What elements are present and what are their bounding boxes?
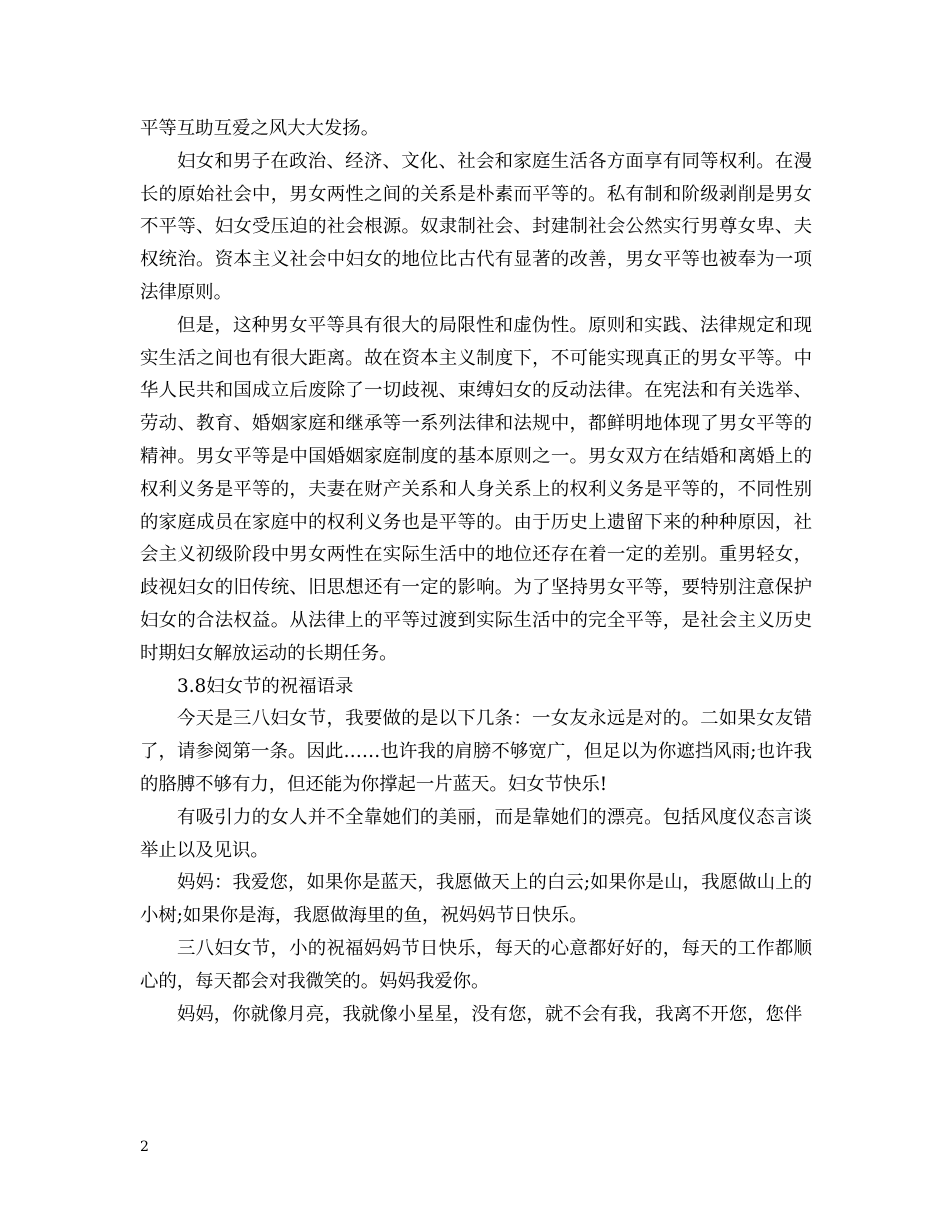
body-text	[140, 113, 812, 1031]
paragraph-equal-rights: 妇女和男子在政治、经济、文化、社会和家庭生活各方面享有同等权利。在漫长的原始社会中，男女两性之间的关系是朴素而平等的。私有制和阶级剥削是男女不平等、妇女受压迫的社会根源。奴隶制社会、封建制社会公然实行男尊女卑、夫权统治。资本主义社会中妇女的地位比古代有显著的改善，男女平等也被奉为一项法律原则。	[140, 150, 812, 303]
paragraph-wish-4: 三八妇女节，小的祝福妈妈节日快乐，每天的心意都好好的，每天的工作都顺心的，每天都会对我微笑的。妈妈我爱你。	[140, 937, 812, 992]
section-heading: 3.8妇女节的祝福语录	[177, 675, 354, 697]
paragraph-wish-3: 妈妈：我爱您，如果你是蓝天，我愿做天上的白云;如果你是山，我愿做山上的小树;如果你是海，我愿做海里的鱼，祝妈妈节日快乐。	[140, 872, 812, 927]
paragraph-wish-5: 妈妈，你就像月亮，我就像小星星，没有您，就不会有我，我离不开您，您伴	[177, 1003, 803, 1025]
paragraph-equality-limits: 但是，这种男女平等具有很大的局限性和虚伪性。原则和实践、法律规定和现实生活之间也有很大距离。故在资本主义制度下，不可能实现真正的男女平等。中华人民共和国成立后废除了一切歧视、束缚妇女的反动法律。在宪法和有关选举、劳动、教育、婚姻家庭和继承等一系列法律和法规中，都鲜明地体现了男女平等的精神。男女平等是中国婚姻家庭制度的基本原则之一。男女双方在结婚和离婚上的权利义务是平等的，夫妻在财产关系和人身关系上的权利义务是平等的，不同性别的家庭成员在家庭中的权利义务也是平等的。由于历史上遗留下来的种种原因，社会主义初级阶段中男女两性在实际生活中的地位还存在着一定的差别。重男轻女，歧视妇女的旧传统、旧思想还有一定的影响。为了坚持男女平等，要特别注意保护妇女的合法权益。从法律上的平等过渡到实际生活中的完全平等，是社会主义历史时期妇女解放运动的长期任务。	[140, 314, 812, 664]
page-number: 2	[140, 1139, 149, 1155]
paragraph-continuation: 平等互助互爱之风大大发扬。	[140, 118, 380, 139]
paragraph-wish-2: 有吸引力的女人并不全靠她们的美丽，而是靠她们的漂亮。包括风度仪态言谈举止以及见识。	[140, 806, 812, 861]
paragraph-wish-1: 今天是三八妇女节，我要做的是以下几条：一女友永远是对的。二如果女友错了，请参阅第一条。因此……也许我的肩膀不够宽广，但足以为你遮挡风雨;也许我的胳膊不够有力，但还能为你撑起一片蓝天。妇女节快乐!	[140, 708, 812, 795]
